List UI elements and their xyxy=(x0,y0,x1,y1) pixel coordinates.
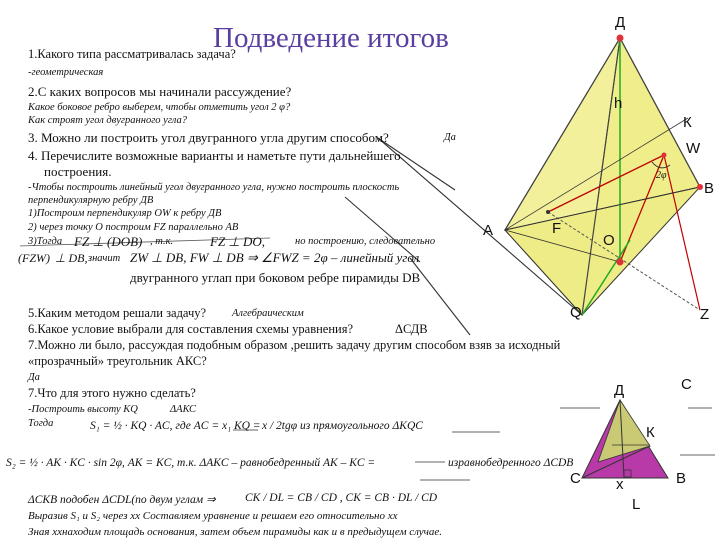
question-6a: 6.Какое условие выбрали для составления схемы уравнения? xyxy=(28,322,354,336)
label-f: F xyxy=(552,220,562,237)
answer-8a: -Построить высоту KQ xyxy=(28,404,138,415)
label-z: Z xyxy=(700,306,710,323)
point-f xyxy=(546,210,550,214)
point-o xyxy=(617,259,624,266)
small-label-d: Д xyxy=(614,382,625,399)
small-label-c: С xyxy=(570,470,581,487)
small-label-l: L xyxy=(632,496,641,513)
question-5a: 5.Каким методом решали задачу? xyxy=(28,306,207,320)
label-k: К xyxy=(683,114,692,131)
answer-2b: Как строят угол двугранного угла? xyxy=(28,115,187,126)
question-8: 7.Что для этого нужно сделать? xyxy=(28,386,196,400)
step-4: 2) через точку О построим FZ параллельно АВ xyxy=(28,222,239,233)
step-6d: ZW ⊥ DB, FW ⊥ DB ⇒ ∠FWZ = 2φ – линейный угол xyxy=(130,250,420,265)
bottom-line-1: Выразив S₁ и S₂ через хх Составляем уравнение и решаем его относительно хх xyxy=(28,510,398,522)
page-title: Подведение итогов xyxy=(213,22,449,54)
label-b: В xyxy=(704,180,715,197)
formula-1b: x / 2tgφ xyxy=(262,420,298,432)
step-5c: , т.к. xyxy=(150,236,174,247)
step-6c: значит xyxy=(88,253,121,264)
question-6b: ΔСДВ xyxy=(395,322,428,336)
answer-3: Да xyxy=(444,132,456,143)
answer-2a: Какое боковое ребро выберем, чтобы отметить угол 2 φ? xyxy=(28,102,291,113)
formula-2b: изравнобедренного ΔCDB xyxy=(448,457,574,469)
step-5e: но построению, следовательно xyxy=(295,236,436,247)
label-h: h xyxy=(614,95,623,112)
answer-1: -геометрическая xyxy=(28,67,104,78)
question-4a: 4. Перечислите возможные варианты и наметьте пути дальнейшего xyxy=(28,148,401,163)
label-a: А xyxy=(483,222,494,239)
label-w: W xyxy=(686,140,701,157)
formula-1a: S₁ = ½ · KQ · AC, где AC = x₁ KQ = xyxy=(90,420,261,432)
formula-1c: из прямоугольного ΔKQC xyxy=(300,420,423,432)
label-o: О xyxy=(603,232,615,249)
point-d xyxy=(617,35,624,42)
step-6b: ⊥ DB, xyxy=(55,251,88,265)
formula-3a: ΔCKB подобен ΔCDL(по двум углам ⇒ xyxy=(28,494,216,506)
step-5b: FZ ⊥ (DOB) xyxy=(74,234,143,249)
step-7: двугранного углап при боковом ребре пирамиды DB xyxy=(130,270,421,285)
question-5b: Алгебраическим xyxy=(232,308,304,319)
step-6a: (FZW) xyxy=(18,251,50,265)
label-c: С xyxy=(681,376,692,393)
step-1: -Чтобы построить линейный угол двугранного угла, нужно построить плоскость xyxy=(28,182,400,193)
label-2phi: 2φ xyxy=(656,170,667,181)
step-2: перпендикулярную ребру ДВ xyxy=(28,195,154,206)
answer-8c: Тогда xyxy=(28,418,54,429)
question-3: 3. Можно ли построить угол двугранного угла другим способом? xyxy=(28,130,389,145)
small-label-k: К xyxy=(646,424,655,441)
small-label-b: В xyxy=(676,470,687,487)
question-7a: 7.Можно ли было, рассуждая подобным образом ,решить задачу другим способом взяв за исходный xyxy=(28,338,561,352)
bottom-line-2: Зная ххнаходим площадь основания, затем объем пирамиды как и в предыдущем случае. xyxy=(28,526,443,538)
label-q: Q xyxy=(570,304,582,321)
point-b xyxy=(697,184,703,190)
answer-7: Да xyxy=(28,372,40,383)
question-4b: построения. xyxy=(44,164,112,179)
question-7b: «прозрачный» треугольник АКС? xyxy=(28,354,207,368)
formula-2a: S₂ = ½ · AK · KC · sin 2φ, AK = KC, т.к. ΔAKC – равнобедренный AK – KC = xyxy=(6,457,376,469)
small-label-x: x xyxy=(616,476,624,493)
label-d: Д xyxy=(615,14,626,31)
answer-8b: ΔАКС xyxy=(170,404,197,415)
formula-3b: CK / DL = CB / CD , CK = CB · DL / CD xyxy=(245,492,438,504)
point-w xyxy=(662,153,667,158)
step-5a: 3)Тогда xyxy=(28,236,63,247)
question-1: 1.Какого типа рассматривалась задача? xyxy=(28,47,236,61)
step-3: 1)Построим перпендикуляр OW к ребру ДВ xyxy=(28,208,222,219)
step-5d: FZ ⊥ DO, xyxy=(210,234,266,249)
question-2: 2.С каких вопросов мы начинали рассуждение? xyxy=(28,84,292,99)
